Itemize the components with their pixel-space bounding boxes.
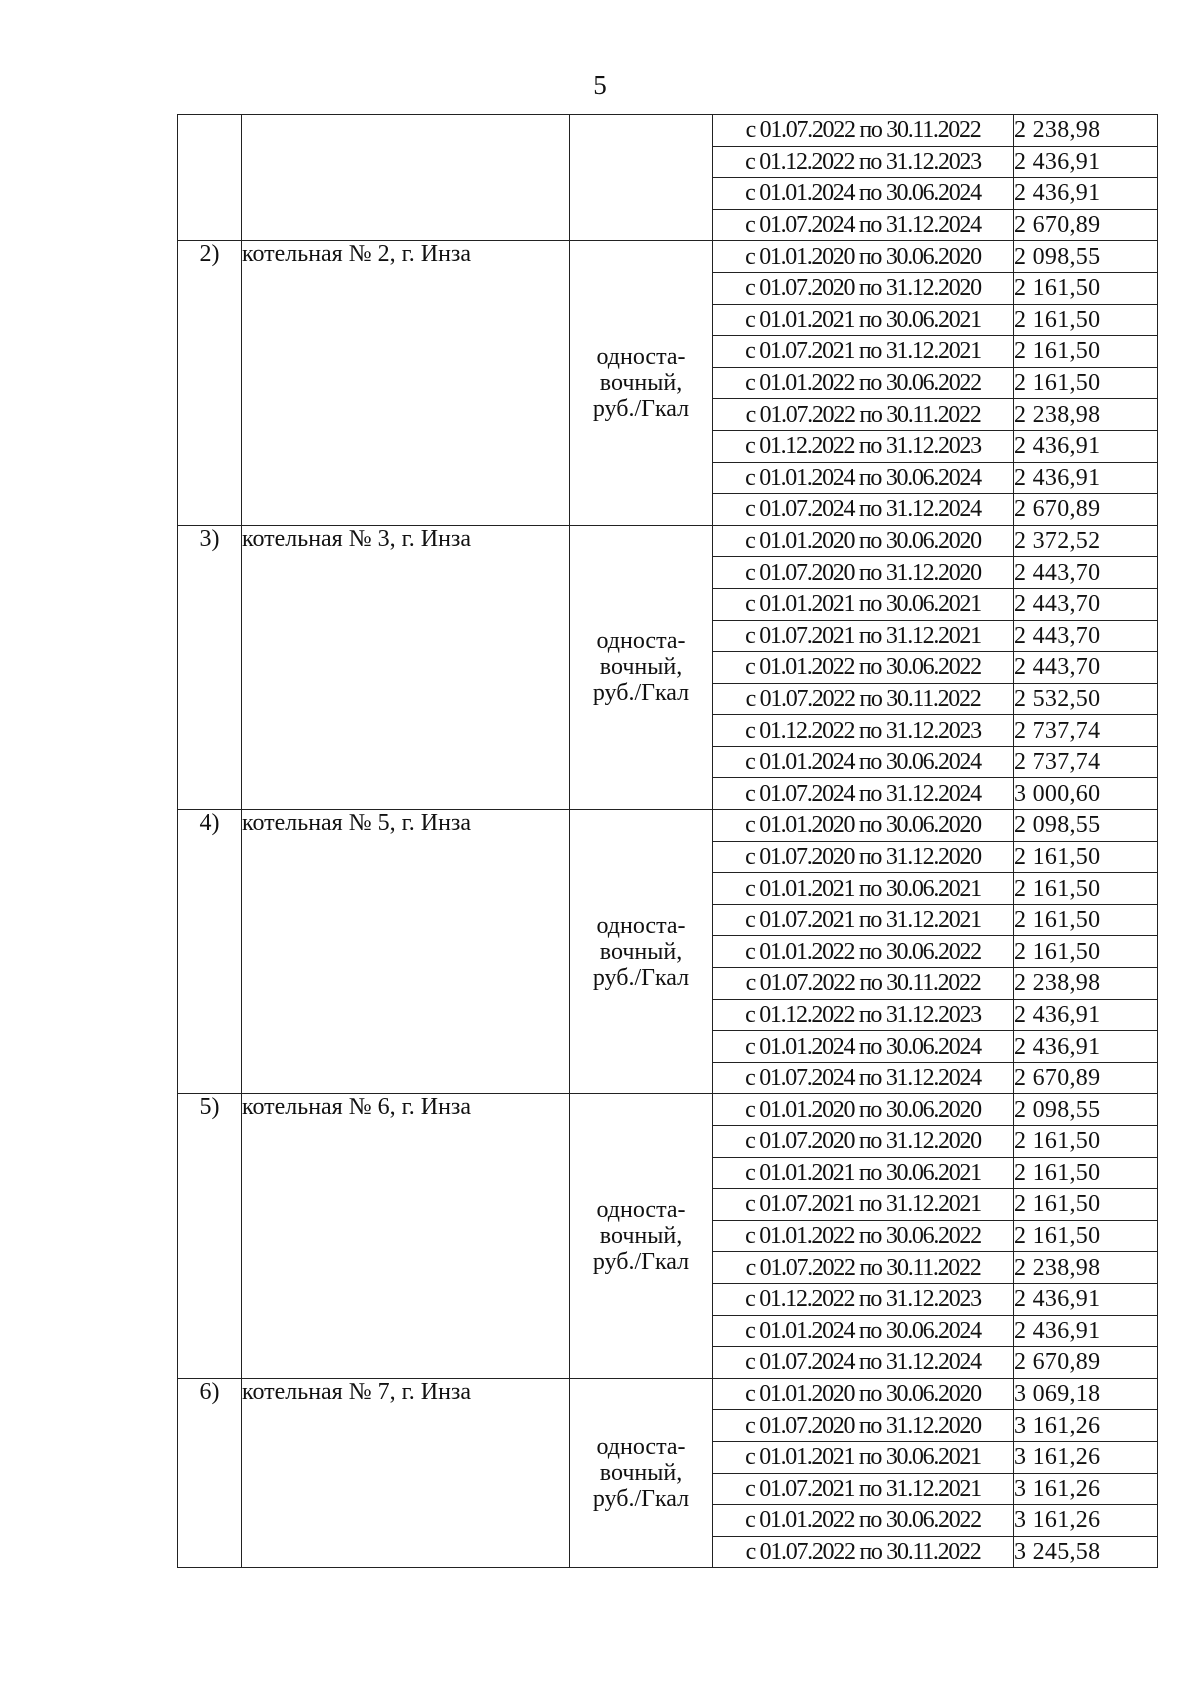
tariff-value-cell: 2 161,50 xyxy=(1014,936,1158,968)
tariff-type-line: односта- xyxy=(596,912,686,939)
tariff-value-cell: 2 161,50 xyxy=(1014,1126,1158,1158)
tariff-type-line: руб./Гкал xyxy=(592,396,690,423)
tariff-value-cell: 2 161,50 xyxy=(1014,1220,1158,1252)
period-cell: с 01.07.2021 по 31.12.2021 xyxy=(713,904,1014,936)
period-cell: с 01.12.2022 по 31.12.2023 xyxy=(713,146,1014,178)
tariff-value-cell: 2 161,50 xyxy=(1014,367,1158,399)
item-number xyxy=(178,115,242,241)
tariff-value-cell: 2 436,91 xyxy=(1014,462,1158,494)
period-cell: с 01.01.2022 по 30.06.2022 xyxy=(713,1220,1014,1252)
period-cell: с 01.01.2020 по 30.06.2020 xyxy=(713,810,1014,842)
tariff-value-cell: 2 161,50 xyxy=(1014,904,1158,936)
tariff-value-cell: 2 238,98 xyxy=(1014,968,1158,1000)
tariff-value-cell: 2 161,50 xyxy=(1014,336,1158,368)
period-cell: с 01.07.2024 по 31.12.2024 xyxy=(713,209,1014,241)
boiler-name xyxy=(242,115,570,241)
item-number: 3) xyxy=(178,525,242,809)
tariff-value-cell: 2 443,70 xyxy=(1014,557,1158,589)
period-cell: с 01.07.2020 по 31.12.2020 xyxy=(713,841,1014,873)
boiler-name: котельная № 5, г. Инза xyxy=(242,810,570,1094)
period-cell: с 01.07.2021 по 31.12.2021 xyxy=(713,336,1014,368)
period-cell: с 01.07.2021 по 31.12.2021 xyxy=(713,1473,1014,1505)
period-cell: с 01.01.2022 по 30.06.2022 xyxy=(713,936,1014,968)
period-cell: с 01.07.2024 по 31.12.2024 xyxy=(713,494,1014,526)
boiler-name: котельная № 3, г. Инза xyxy=(242,525,570,809)
tariff-value-cell: 2 436,91 xyxy=(1014,999,1158,1031)
tariff-value-cell: 3 161,26 xyxy=(1014,1441,1158,1473)
period-cell: с 01.07.2021 по 31.12.2021 xyxy=(713,1189,1014,1221)
tariff-table xyxy=(177,114,1158,1568)
period-cell: с 01.01.2024 по 30.06.2024 xyxy=(713,1315,1014,1347)
boiler-name: котельная № 6, г. Инза xyxy=(242,1094,570,1378)
period-cell: с 01.07.2024 по 31.12.2024 xyxy=(713,1062,1014,1094)
period-cell: с 01.01.2022 по 30.06.2022 xyxy=(713,1505,1014,1537)
period-cell: с 01.01.2022 по 30.06.2022 xyxy=(713,367,1014,399)
period-cell: с 01.07.2020 по 31.12.2020 xyxy=(713,557,1014,589)
period-cell: с 01.07.2022 по 30.11.2022 xyxy=(713,115,1014,147)
tariff-value-cell: 2 443,70 xyxy=(1014,588,1158,620)
tariff-type xyxy=(570,241,713,525)
tariff-value-cell: 3 161,26 xyxy=(1014,1410,1158,1442)
period-cell: с 01.01.2020 по 30.06.2020 xyxy=(713,1378,1014,1410)
period-cell: с 01.01.2021 по 30.06.2021 xyxy=(713,1441,1014,1473)
tariff-value-cell: 3 069,18 xyxy=(1014,1378,1158,1410)
period-cell: с 01.12.2022 по 31.12.2023 xyxy=(713,430,1014,462)
tariff-value-cell: 2 238,98 xyxy=(1014,399,1158,431)
period-cell: с 01.07.2024 по 31.12.2024 xyxy=(713,1347,1014,1379)
period-cell: с 01.07.2022 по 30.11.2022 xyxy=(713,1252,1014,1284)
tariff-value-cell: 2 737,74 xyxy=(1014,715,1158,747)
tariff-value-cell: 2 372,52 xyxy=(1014,525,1158,557)
tariff-value-cell: 2 161,50 xyxy=(1014,272,1158,304)
tariff-type xyxy=(570,1094,713,1378)
boiler-name: котельная № 7, г. Инза xyxy=(242,1378,570,1568)
tariff-value-cell: 2 443,70 xyxy=(1014,620,1158,652)
period-cell: с 01.01.2020 по 30.06.2020 xyxy=(713,1094,1014,1126)
table-row xyxy=(178,810,1158,842)
period-cell: с 01.01.2024 по 30.06.2024 xyxy=(713,1031,1014,1063)
period-cell: с 01.07.2022 по 30.11.2022 xyxy=(713,683,1014,715)
period-cell: с 01.12.2022 по 31.12.2023 xyxy=(713,1283,1014,1315)
table-row xyxy=(178,1378,1158,1410)
tariff-type-line: вочный, xyxy=(599,1460,683,1487)
tariff-value-cell: 2 436,91 xyxy=(1014,1283,1158,1315)
tariff-type xyxy=(570,810,713,1094)
item-number: 4) xyxy=(178,810,242,1094)
tariff-value-cell: 2 670,89 xyxy=(1014,209,1158,241)
period-cell: с 01.07.2022 по 30.11.2022 xyxy=(713,1536,1014,1568)
tariff-value-cell: 2 436,91 xyxy=(1014,1315,1158,1347)
period-cell: с 01.01.2024 по 30.06.2024 xyxy=(713,462,1014,494)
page-number: 5 xyxy=(593,70,607,100)
tariff-value-cell: 2 098,55 xyxy=(1014,241,1158,273)
period-cell: с 01.01.2021 по 30.06.2021 xyxy=(713,588,1014,620)
tariff-value-cell: 2 161,50 xyxy=(1014,304,1158,336)
tariff-type-line: руб./Гкал xyxy=(592,680,690,707)
tariff-value-cell: 2 238,98 xyxy=(1014,115,1158,147)
item-number: 6) xyxy=(178,1378,242,1568)
tariff-type xyxy=(570,1378,713,1568)
period-cell: с 01.01.2021 по 30.06.2021 xyxy=(713,1157,1014,1189)
period-cell: с 01.07.2022 по 30.11.2022 xyxy=(713,968,1014,1000)
tariff-value-cell: 2 670,89 xyxy=(1014,1062,1158,1094)
tariff-type-line: руб./Гкал xyxy=(592,1486,690,1513)
tariff-value-cell: 2 436,91 xyxy=(1014,430,1158,462)
tariff-value-cell: 2 436,91 xyxy=(1014,178,1158,210)
period-cell: с 01.07.2024 по 31.12.2024 xyxy=(713,778,1014,810)
period-cell: с 01.07.2020 по 31.12.2020 xyxy=(713,1410,1014,1442)
tariff-type-line: односта- xyxy=(596,1197,686,1224)
tariff-type-line: односта- xyxy=(596,628,686,655)
tariff-value-cell: 2 161,50 xyxy=(1014,841,1158,873)
period-cell: с 01.01.2024 по 30.06.2024 xyxy=(713,178,1014,210)
period-cell: с 01.01.2022 по 30.06.2022 xyxy=(713,652,1014,684)
period-cell: с 01.01.2020 по 30.06.2020 xyxy=(713,241,1014,273)
tariff-value-cell: 2 098,55 xyxy=(1014,810,1158,842)
tariff-type-line: вочный, xyxy=(599,370,683,397)
period-cell: с 01.01.2020 по 30.06.2020 xyxy=(713,525,1014,557)
tariff-value-cell: 2 532,50 xyxy=(1014,683,1158,715)
item-number: 5) xyxy=(178,1094,242,1378)
tariff-type-line: вочный, xyxy=(599,938,683,965)
period-cell: с 01.07.2020 по 31.12.2020 xyxy=(713,272,1014,304)
tariff-value-cell: 3 161,26 xyxy=(1014,1505,1158,1537)
table-row xyxy=(178,1094,1158,1126)
tariff-value-cell: 2 670,89 xyxy=(1014,494,1158,526)
period-cell: с 01.01.2024 по 30.06.2024 xyxy=(713,746,1014,778)
table-row xyxy=(178,241,1158,273)
tariff-value-cell: 2 436,91 xyxy=(1014,1031,1158,1063)
tariff-value-cell: 3 245,58 xyxy=(1014,1536,1158,1568)
period-cell: с 01.07.2022 по 30.11.2022 xyxy=(713,399,1014,431)
tariff-type xyxy=(570,525,713,809)
period-cell: с 01.07.2021 по 31.12.2021 xyxy=(713,620,1014,652)
boiler-name: котельная № 2, г. Инза xyxy=(242,241,570,525)
tariff-value-cell: 2 161,50 xyxy=(1014,873,1158,905)
tariff-value-cell: 2 098,55 xyxy=(1014,1094,1158,1126)
tariff-value-cell: 3 000,60 xyxy=(1014,778,1158,810)
period-cell: с 01.12.2022 по 31.12.2023 xyxy=(713,715,1014,747)
tariff-type-line: руб./Гкал xyxy=(592,964,690,991)
tariff-value-cell: 2 161,50 xyxy=(1014,1157,1158,1189)
period-cell: с 01.01.2021 по 30.06.2021 xyxy=(713,304,1014,336)
tariff-type-line: руб./Гкал xyxy=(592,1249,690,1276)
tariff-type-line: односта- xyxy=(596,1434,686,1461)
tariff-value-cell: 2 737,74 xyxy=(1014,746,1158,778)
tariff-value-cell: 2 436,91 xyxy=(1014,146,1158,178)
tariff-value-cell: 3 161,26 xyxy=(1014,1473,1158,1505)
tariff-type xyxy=(570,115,713,241)
tariff-value-cell: 2 238,98 xyxy=(1014,1252,1158,1284)
tariff-type-line: вочный, xyxy=(599,1223,683,1250)
table-row xyxy=(178,115,1158,147)
table-row xyxy=(178,525,1158,557)
period-cell: с 01.12.2022 по 31.12.2023 xyxy=(713,999,1014,1031)
item-number: 2) xyxy=(178,241,242,525)
tariff-type-line: вочный, xyxy=(599,654,683,681)
tariff-table-body xyxy=(178,115,1158,1568)
tariff-type-line: односта- xyxy=(596,344,686,371)
tariff-value-cell: 2 670,89 xyxy=(1014,1347,1158,1379)
period-cell: с 01.07.2020 по 31.12.2020 xyxy=(713,1126,1014,1158)
tariff-value-cell: 2 443,70 xyxy=(1014,652,1158,684)
tariff-value-cell: 2 161,50 xyxy=(1014,1189,1158,1221)
period-cell: с 01.01.2021 по 30.06.2021 xyxy=(713,873,1014,905)
